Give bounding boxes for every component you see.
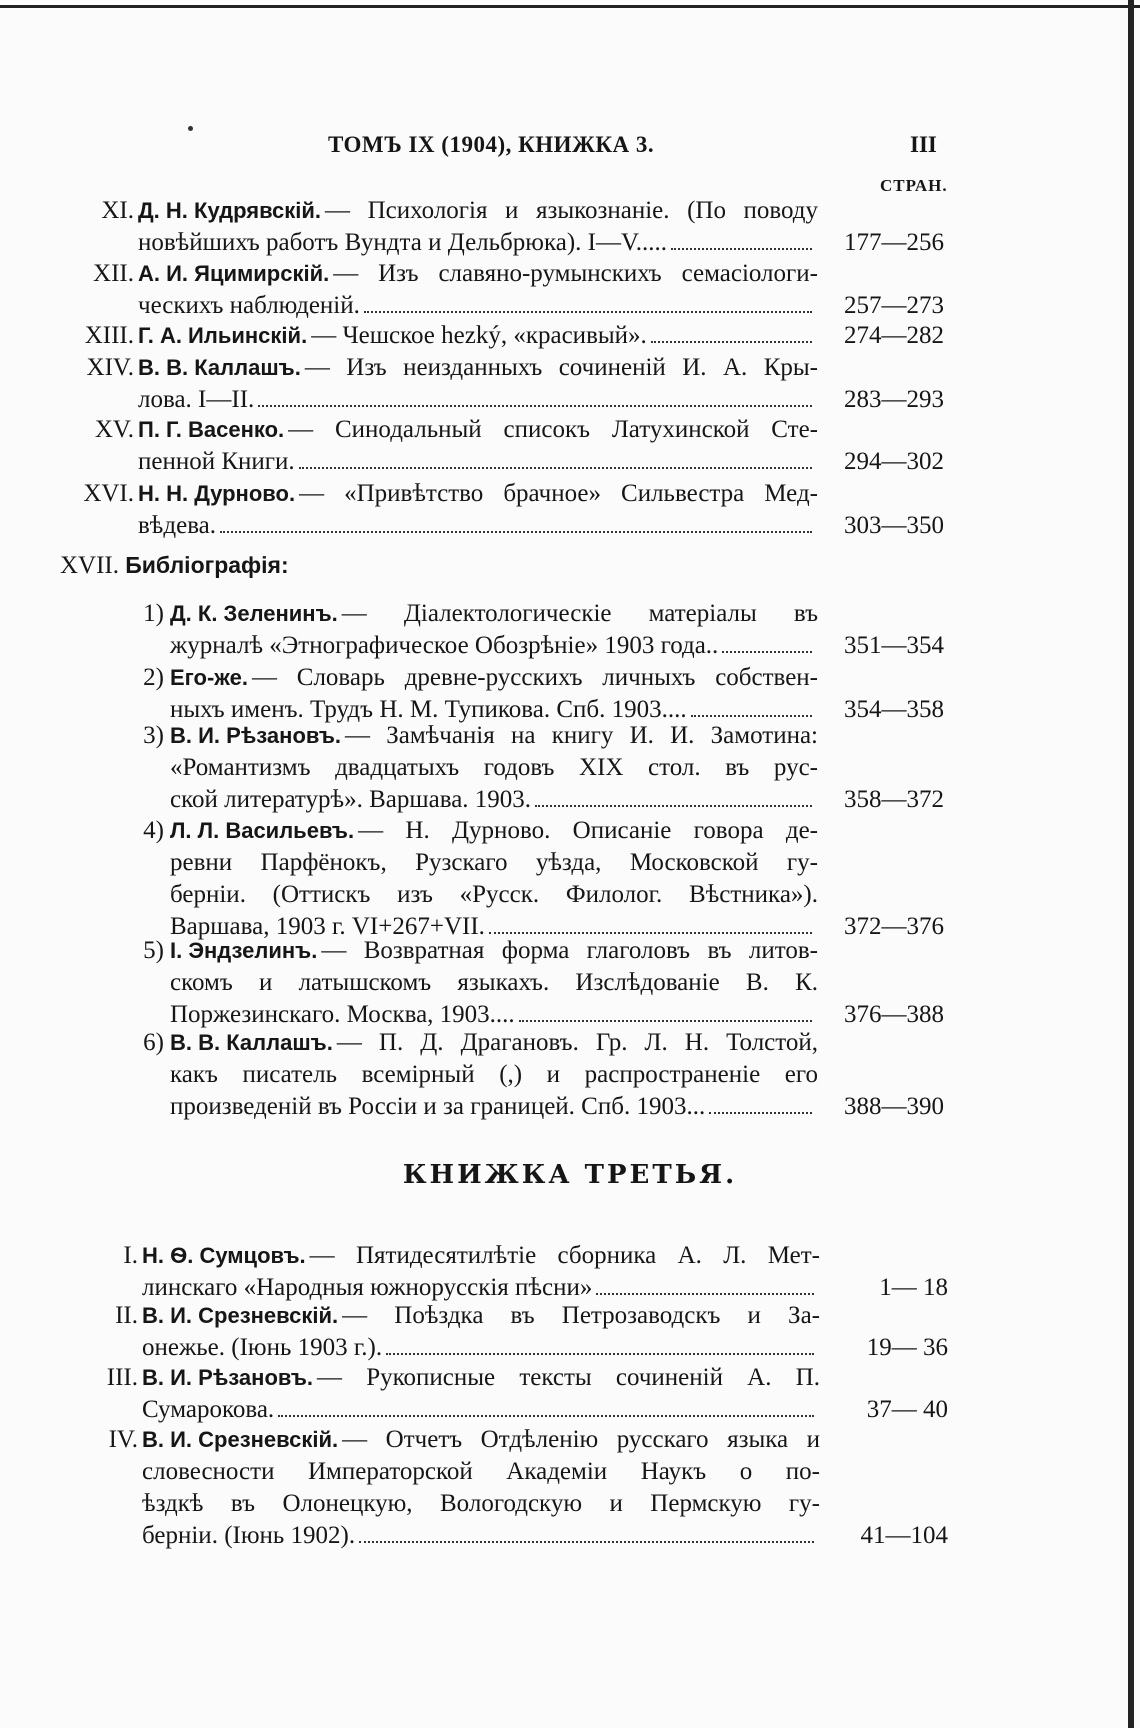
dot-leader	[220, 510, 812, 533]
entry-author: І. Эндзелинъ.	[170, 938, 318, 963]
dot-leader	[386, 1332, 814, 1355]
dot-leader	[299, 446, 812, 469]
entry-text-line: — П. Д. Драгановъ. Гр. Л. Н. Толстой,	[336, 1029, 818, 1056]
entry-number: II.	[115, 1302, 138, 1329]
entry-text-line: «Романтизмъ двадцатыхъ годовъ XIX стол. въ рус-	[170, 754, 818, 781]
entry-text-line: — Н. Дурново. Описаніе говора де-	[358, 817, 818, 844]
entry-text-line: — Изъ неизданныхъ сочиненій И. А. Кры-	[304, 354, 818, 381]
entry-author: Л. Л. Васильевъ.	[170, 818, 355, 843]
entry-pages: 354—358	[844, 696, 944, 723]
entry-number: III.	[106, 1364, 138, 1391]
entry-text-line: Варшава, 1903 г. VI+267+VII.	[170, 913, 485, 940]
entry-text-line: вѣдева.	[138, 512, 217, 539]
entry-pages: 372—376	[844, 913, 944, 940]
entry-text-line: какъ писатель всемірный (,) и распространеніе его	[170, 1061, 818, 1088]
entry-number: IV.	[108, 1426, 138, 1453]
entry-number: XIV.	[86, 354, 134, 381]
entry-number: XI.	[101, 197, 134, 224]
dot-leader	[364, 290, 812, 313]
entry-text-line: скомъ и латышскомъ языкахъ. Изслѣдованіе В. К.	[170, 969, 818, 996]
bibliography-title: Библіографія:	[125, 552, 289, 578]
dot-leader	[651, 320, 812, 343]
scan-border-top	[0, 5, 1140, 8]
entry-pages: 388—390	[844, 1093, 944, 1120]
entry-pages: 351—354	[844, 632, 944, 659]
bibliography-number: XVII.	[60, 552, 120, 579]
entry-author: В. В. Каллашъ.	[170, 1030, 333, 1055]
entry-pages: 283—293	[844, 386, 944, 413]
entry-author: В. И. Рѣзановъ.	[170, 723, 342, 748]
entry-author: А. И. Яцимирскій.	[138, 261, 330, 286]
entry-text-line: — Психологія и языкознаніе. (По поводу	[325, 197, 818, 224]
entry-text-line: ныхъ именъ. Трудъ Н. М. Тупикова. Спб. 1903....	[170, 696, 687, 723]
dot-leader	[671, 227, 812, 250]
entry-number: I.	[123, 1242, 138, 1269]
entry-text-line: Сумарокова.	[142, 1396, 275, 1423]
entry-text-line: пенной Книги.	[138, 448, 295, 475]
entry-text-line: берніи. (Оттискъ изъ «Русск. Филолог. Вѣстника»).	[170, 881, 818, 908]
entry-text-line: лова. I—II.	[138, 386, 255, 413]
entry-pages: 274—282	[844, 322, 944, 349]
entry-text-line: берніи. (Іюнь 1902).	[142, 1522, 356, 1549]
entry-text-line: ческихъ наблюденій.	[138, 292, 360, 319]
entry-text-line: онежье. (Іюнь 1903 г.).	[142, 1334, 383, 1361]
entry-author: В. И. Срезневскій.	[142, 1427, 339, 1452]
entry-text-line: — Рукописные тексты сочиненій А. П.	[317, 1364, 820, 1391]
entry-text-line: словесности Императорской Академіи Наукъ о по-	[142, 1458, 820, 1485]
entry-number: XVI.	[83, 480, 134, 507]
entry-number: 6)	[143, 1029, 164, 1056]
entry-number: 3)	[143, 722, 164, 749]
dot-leader	[691, 694, 812, 717]
entry-text-line: — Словарь древне-русскихъ личныхъ собствен-	[251, 664, 818, 691]
entry-pages: 41—104	[860, 1522, 948, 1549]
entry-author: Д. Н. Кудрявскій.	[138, 198, 322, 223]
entry-text-line: новѣйшихъ работъ Вундта и Дельбрюка). I—V.....	[138, 229, 668, 256]
entry-author: В. В. Каллашъ.	[138, 355, 301, 380]
volume-title: ТОМЪ IX (1904), КНИЖКА 3.	[328, 132, 655, 157]
entry-text-line: — Діалектологическіе матеріалы въ	[341, 600, 818, 627]
entry-author: П. Г. Васенко.	[138, 417, 285, 442]
dot-leader	[489, 911, 812, 934]
entry-number: XII.	[93, 260, 134, 287]
entry-text-line: — Возвратная форма глаголовъ въ литов-	[321, 937, 818, 964]
entry-pages: 177—256	[844, 229, 944, 256]
entry-pages: 37— 40	[866, 1396, 948, 1423]
entry-text-line: — Замѣчанія на книгу И. И. Замотина:	[345, 722, 818, 749]
dot-leader	[596, 1272, 814, 1295]
entry-text-line: — «Привѣтство брачное» Сильвестра Мед-	[299, 480, 818, 507]
entry-text-line: — Отчетъ Отдѣленію русскаго языка и	[342, 1426, 820, 1453]
entry-author: Д. К. Зеленинъ.	[170, 601, 338, 626]
entry-number: XV.	[94, 416, 134, 443]
bibliography-heading	[60, 552, 289, 580]
running-header	[0, 132, 1140, 172]
dot-leader	[722, 630, 812, 653]
entry-text-line: — Чешское hezký, «красивый».	[311, 322, 647, 349]
entry-pages: 19— 36	[866, 1334, 948, 1361]
entry-author: Н. Ѳ. Сумцовъ.	[142, 1243, 306, 1268]
entry-author: В. И. Рѣзановъ.	[142, 1365, 314, 1390]
dot-leader	[359, 1520, 814, 1543]
entry-number: 5)	[143, 937, 164, 964]
entry-number: 1)	[143, 600, 164, 627]
entry-pages: 257—273	[844, 292, 944, 319]
entry-pages: 358—372	[844, 786, 944, 813]
entry-author: Г. А. Ильинскій.	[138, 323, 308, 348]
scan-speck	[188, 126, 193, 131]
pages-column-label: СТРАН.	[880, 176, 948, 195]
entry-text-line: — Изъ славяно-румынскихъ семасіологи-	[333, 260, 818, 287]
entry-number: XIII.	[84, 322, 134, 349]
entry-pages: 376—388	[844, 1001, 944, 1028]
entry-text-line: — Пятидесятилѣтіе сборника А. Л. Мет-	[309, 1242, 820, 1269]
entry-text-line: линскаго «Народныя южнорусскія пѣсни»	[142, 1274, 593, 1301]
entry-number: 4)	[143, 817, 164, 844]
entry-text-line: произведеній въ Россіи и за границей. Спб. 1903...	[170, 1093, 706, 1120]
entry-text-line: ревни Парфёнокъ, Рузскаго уѣзда, Московской гу-	[170, 849, 818, 876]
dot-leader	[709, 1091, 812, 1114]
entry-text-line: Поржезинскаго. Москва, 1903....	[170, 1001, 515, 1028]
entry-text-line: журналѣ «Этнографическое Обозрѣніе» 1903 года..	[170, 632, 719, 659]
dot-leader	[519, 999, 812, 1022]
entry-author: В. И. Срезневскій.	[142, 1303, 339, 1328]
dot-leader	[258, 384, 812, 407]
entry-pages: 294—302	[844, 448, 944, 475]
dot-leader	[278, 1394, 814, 1417]
entry-pages: 303—350	[844, 512, 944, 539]
dot-leader	[535, 784, 812, 807]
entry-text-line: — Поѣздка въ Петрозаводскъ и За-	[342, 1302, 820, 1329]
page-number: III	[910, 132, 937, 157]
entry-pages: 1— 18	[879, 1274, 948, 1301]
entry-text-line: ской литературѣ». Варшава. 1903.	[170, 786, 532, 813]
entry-number: 2)	[143, 664, 164, 691]
scan-border-right	[1128, 0, 1134, 1728]
entry-author: Его-же.	[170, 665, 248, 690]
book-three-heading: КНИЖКА ТРЕТЬЯ.	[402, 1160, 738, 1190]
entry-text-line: — Синодальный списокъ Латухинской Сте-	[288, 416, 818, 443]
entry-author: Н. Н. Дурново.	[138, 481, 296, 506]
entry-text-line: ѣздкѣ въ Олонецкую, Вологодскую и Пермскую гу-	[142, 1490, 820, 1517]
